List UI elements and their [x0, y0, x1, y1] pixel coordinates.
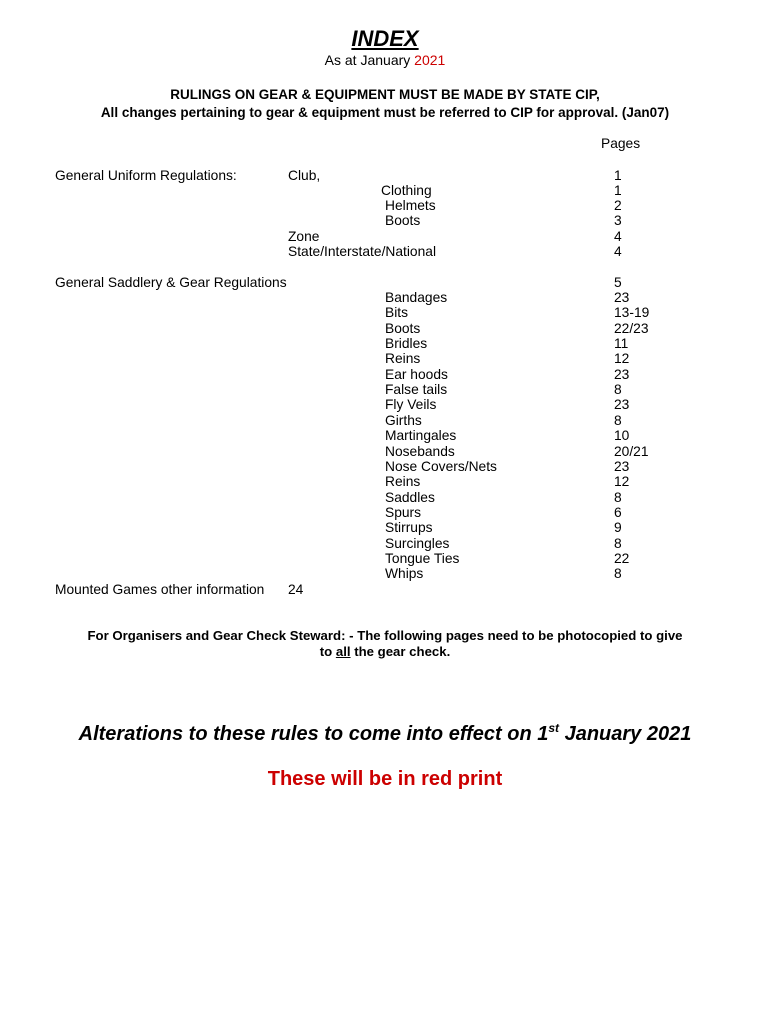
saddlery-item: Reins: [385, 351, 421, 366]
saddlery-item-page: 8: [614, 490, 622, 505]
alterations-prefix: Alterations to these rules to come into effect on 1: [78, 723, 549, 745]
photocopy-notice: [0, 628, 770, 660]
saddlery-item-page: 22: [614, 551, 630, 566]
saddlery-item-page: 9: [614, 520, 622, 535]
saddlery-item: Bridles: [385, 336, 428, 351]
uniform-zone-page: 4: [614, 229, 622, 244]
saddlery-item-page: 12: [614, 351, 630, 366]
as-at-prefix: As at January: [324, 52, 415, 68]
saddlery-item: Surcingles: [385, 536, 450, 551]
mounted-games-label: Mounted Games other information: [55, 582, 265, 597]
uniform-item-boots: Boots: [385, 213, 421, 228]
saddlery-item-page: 13-19: [614, 305, 650, 320]
page-title: INDEX: [351, 26, 419, 51]
saddlery-section-label: General Saddlery & Gear Regulations: [55, 275, 287, 290]
saddlery-item: Spurs: [385, 505, 422, 520]
saddlery-item: Tongue Ties: [385, 551, 460, 566]
notice-line-1: For Organisers and Gear Check Steward: - The following pages need to be photocopied to give: [87, 628, 683, 643]
alterations-suffix: January 2021: [559, 723, 692, 745]
rulings-notice: [0, 86, 770, 122]
saddlery-item-page: 12: [614, 474, 630, 489]
alterations-notice: [0, 723, 770, 746]
saddlery-item-page: 6: [614, 505, 622, 520]
saddlery-item: Nose Covers/Nets: [385, 459, 497, 474]
saddlery-item: Bits: [385, 305, 408, 320]
notice-line-2-suffix: the gear check.: [350, 644, 451, 659]
uniform-zone: Zone: [288, 229, 320, 244]
saddlery-item-page: 10: [614, 428, 630, 443]
as-at-date: [0, 52, 770, 68]
saddlery-item: Whips: [385, 566, 424, 581]
saddlery-item: Reins: [385, 474, 421, 489]
saddlery-item-page: 23: [614, 459, 630, 474]
saddlery-item-page: 8: [614, 413, 622, 428]
saddlery-item-page: 23: [614, 367, 630, 382]
saddlery-item: Ear hoods: [385, 367, 448, 382]
notice-line-2: [0, 644, 770, 660]
pages-column-header: Pages: [601, 136, 641, 151]
saddlery-item-page: 8: [614, 536, 622, 551]
notice-underlined-word: all: [335, 644, 351, 659]
uniform-item-helmets-page: 2: [614, 198, 622, 213]
saddlery-item-page: 8: [614, 382, 622, 397]
saddlery-item-page: 23: [614, 290, 630, 305]
uniform-item-clothing-page: 1: [614, 183, 622, 198]
uniform-section-label: General Uniform Regulations:: [55, 168, 237, 183]
saddlery-item: Stirrups: [385, 520, 433, 535]
saddlery-item: Girths: [385, 413, 422, 428]
uniform-state-page: 4: [614, 244, 622, 259]
saddlery-item-page: 8: [614, 566, 622, 581]
saddlery-item: Saddles: [385, 490, 435, 505]
mounted-games-page: 24: [288, 582, 304, 597]
saddlery-item: Fly Veils: [385, 397, 437, 412]
saddlery-item-page: 20/21: [614, 444, 649, 459]
notice-line-2-prefix: to: [319, 644, 336, 659]
rulings-line-2: All changes pertaining to gear & equipment must be referred to CIP for approval. (Jan07): [100, 105, 670, 120]
uniform-state: State/Interstate/National: [288, 244, 437, 259]
saddlery-item: Boots: [385, 321, 421, 336]
saddlery-item-page: 11: [614, 336, 629, 351]
saddlery-item: False tails: [385, 382, 448, 397]
as-at-year: 2021: [414, 52, 446, 68]
saddlery-item: Martingales: [385, 428, 457, 443]
uniform-item-boots-page: 3: [614, 213, 622, 228]
uniform-item-helmets: Helmets: [385, 198, 436, 213]
saddlery-section-page: 5: [614, 275, 622, 290]
uniform-club-page: 1: [614, 168, 622, 183]
uniform-item-clothing: Clothing: [381, 183, 432, 198]
saddlery-item: Bandages: [385, 290, 448, 305]
saddlery-item: Nosebands: [385, 444, 455, 459]
uniform-club: Club,: [288, 168, 321, 183]
alterations-superscript: st: [548, 721, 560, 735]
saddlery-item-page: 23: [614, 397, 630, 412]
rulings-line-1: RULINGS ON GEAR & EQUIPMENT MUST BE MADE BY STATE CIP,: [170, 87, 600, 102]
saddlery-item-page: 22/23: [614, 321, 649, 336]
red-print-notice: These will be in red print: [267, 768, 503, 790]
